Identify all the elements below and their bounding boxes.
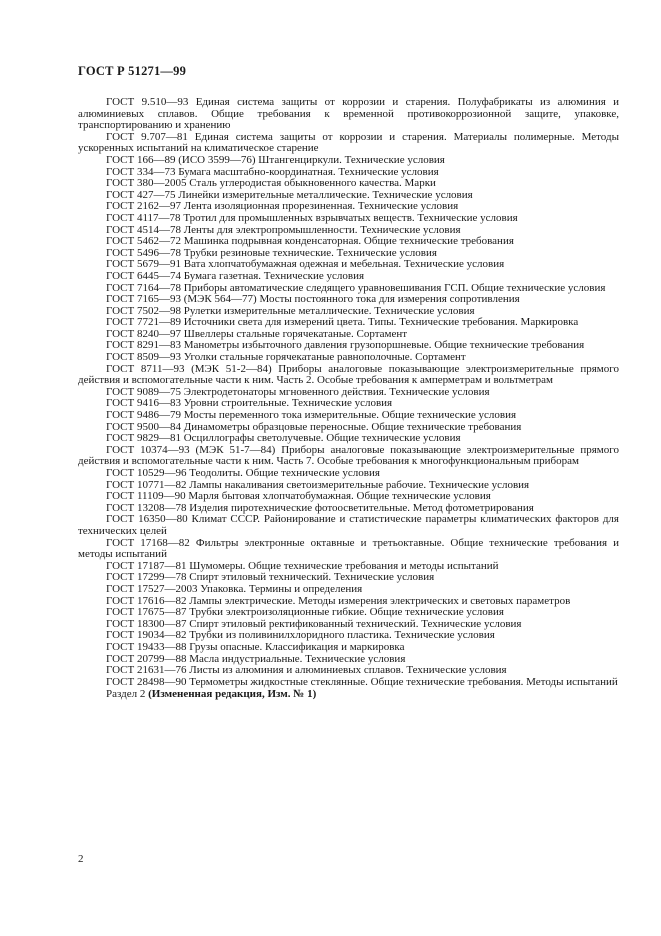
reference-title: Мосты переменного тока измерительные. Общие технические условия	[183, 409, 517, 422]
reference-code: ГОСТ 18300—87	[106, 617, 187, 630]
reference-title: Мосты постоянного тока для измерения сопротивления	[259, 293, 520, 306]
reference-code: ГОСТ 8509—93	[106, 351, 181, 364]
reference-title: Термометры жидкостные стеклянные. Общие технические требования. Методы испытаний	[189, 675, 618, 688]
reference-title: Бумага масштабно-координатная. Технические условия	[178, 165, 439, 178]
reference-code: ГОСТ 21631—76	[106, 664, 187, 677]
reference-title: Трубки из поливинилхлоридного пластика. Технические условия	[189, 629, 495, 642]
reference-title: Приборы аналоговые показывающие электроизмерительные прямого действия и вспомогательные части к ним. Часть 7. Особые требования к многофункциональным приборам	[78, 443, 620, 468]
reference-code: ГОСТ 9829—81	[106, 432, 181, 445]
amendment-note	[78, 689, 619, 701]
reference-title: Манометры избыточного давления грузопоршневые. Общие технические требования	[183, 339, 585, 352]
reference-item	[78, 538, 619, 561]
amendment-note-bold: (Измененная редакция, Изм. № 1)	[148, 688, 317, 701]
reference-title: Грузы опасные. Классификация и маркировка	[189, 640, 405, 653]
reference-code: ГОСТ 8240—97	[106, 327, 181, 340]
reference-code: ГОСТ 17675—87	[106, 606, 187, 619]
reference-title: Линейки измерительные металлические. Технические условия	[178, 188, 473, 201]
document-header: ГОСТ Р 51271—99	[78, 64, 187, 78]
reference-title: Приборы аналоговые показывающие электроизмерительные прямого действия и вспомогательные части к ним. Часть 2. Особые требования к амперметрам и вольтметрам	[78, 362, 620, 387]
reference-title: Марля бытовая хлопчатобумажная. Общие технические условия	[188, 490, 491, 503]
reference-code: ГОСТ 11109—90	[106, 490, 186, 503]
reference-title: Рулетки измерительные металлические. Технические условия	[183, 304, 475, 317]
reference-title: Осциллографы светолучевые. Общие технические условия	[183, 432, 461, 445]
reference-title: Теодолиты. Общие технические условия	[189, 467, 380, 479]
reference-code: ГОСТ 17187—81	[106, 559, 187, 572]
reference-title: Штангенциркули. Технические условия	[258, 153, 445, 166]
reference-code: ГОСТ 17527—2003	[106, 582, 198, 595]
reference-title: Электродетонаторы мгновенного действия. Технические условия	[183, 385, 490, 398]
reference-item	[78, 364, 619, 387]
reference-title: Единая система защиты от коррозии и старения. Материалы полимерные. Методы ускоренных испытаний на климатическое старение	[78, 130, 619, 155]
reference-code: ГОСТ 5496—78	[106, 246, 181, 259]
reference-title: Швеллеры стальные горячекатаные. Сортамент	[183, 327, 408, 340]
reference-title: Упаковка. Термины и определения	[200, 582, 363, 595]
reference-code: ГОСТ 17299—78	[106, 571, 187, 584]
reference-code: ГОСТ 16350—80	[106, 513, 188, 526]
reference-title: Изделия пиротехнические фотоосветительные. Метод фотометрирования	[189, 501, 534, 514]
reference-code: ГОСТ 19034—82	[106, 629, 187, 642]
reference-code: ГОСТ 13208—78	[106, 501, 187, 514]
reference-code: ГОСТ 8711—93 (МЭК 51-2—84)	[106, 362, 272, 375]
reference-code: ГОСТ 17168—82	[106, 536, 190, 549]
reference-item	[78, 132, 619, 155]
reference-title: Уголки стальные горячекатаные равнополочные. Сортамент	[183, 351, 466, 364]
reference-title: Сталь углеродистая обыкновенного качества. Марки	[189, 177, 436, 190]
reference-title: Приборы автоматические следящего уравновешивания ГСП. Общие технические условия	[183, 281, 606, 294]
reference-title: Лампы электрические. Методы измерения электрических и световых параметров	[189, 594, 571, 607]
references-list	[78, 97, 619, 701]
reference-title: Спирт этиловый ректификованный технический. Технические условия	[189, 617, 522, 630]
reference-code: ГОСТ 10374—93 (МЭК 51-7—84)	[106, 443, 276, 456]
reference-item	[78, 677, 619, 689]
amendment-note-prefix: Раздел 2	[106, 688, 146, 701]
reference-code: ГОСТ 9500—84	[106, 420, 181, 433]
reference-title: Вата хлопчатобумажная одежная и мебельная. Технические условия	[183, 258, 505, 271]
reference-code: ГОСТ 7721—89	[106, 316, 181, 329]
reference-title: Уровни строительные. Технические условия	[183, 397, 393, 410]
reference-item	[78, 445, 619, 468]
reference-code: ГОСТ 9.510—93	[106, 96, 189, 108]
page-number: 2	[78, 853, 84, 865]
reference-title: Лампы накаливания светоизмерительные рабочие. Технические условия	[189, 478, 530, 491]
reference-title: Динамометры образцовые переносные. Общие технические требования	[183, 420, 522, 433]
reference-title: Масла индустриальные. Технические условия	[189, 652, 406, 665]
reference-code: ГОСТ 427—75	[106, 188, 176, 201]
reference-title: Ленты для электропромышленности. Технические условия	[183, 223, 461, 236]
reference-title: Трубки электроизоляционные гибкие. Общие технические условия	[189, 606, 504, 619]
reference-title: Машинка подрывная конденсаторная. Общие технические требования	[183, 235, 514, 248]
reference-code: ГОСТ 19433—88	[106, 640, 187, 653]
reference-code: ГОСТ 2162—97	[106, 200, 181, 213]
reference-title: Бумага газетная. Технические условия	[183, 269, 365, 282]
reference-code: ГОСТ 6445—74	[106, 269, 181, 282]
reference-title: Спирт этиловый технический. Технические условия	[189, 571, 435, 584]
reference-code: ГОСТ 5679—91	[106, 258, 181, 271]
reference-title: Трубки резиновые технические. Технические условия	[183, 246, 437, 259]
reference-code: ГОСТ 20799—88	[106, 652, 187, 665]
reference-title: Фильтры электронные октавные и третьоктавные. Общие технические требования и методы испытаний	[78, 536, 620, 561]
reference-title: Лента изоляционная прорезиненная. Технические условия	[183, 200, 459, 213]
reference-code: ГОСТ 10771—82	[106, 478, 187, 491]
reference-code: ГОСТ 10529—96	[106, 467, 187, 479]
reference-title: Климат СССР. Районирование и статистические параметры климатических факторов для технических целей	[78, 513, 619, 537]
reference-code: ГОСТ 9416—83	[106, 397, 181, 410]
reference-title: Единая система защиты от коррозии и старения. Полуфабрикаты из алюминия и алюминиевых сплавов. Общие требования к временной противокоррозионной защите, упаковке, транспортированию и хранению	[78, 96, 620, 132]
reference-code: ГОСТ 17616—82	[106, 594, 187, 607]
reference-code: ГОСТ 9.707—81	[106, 130, 188, 143]
reference-title: Листы из алюминия и алюминиевых сплавов. Технические условия	[189, 664, 507, 677]
reference-code: ГОСТ 334—73	[106, 165, 176, 178]
reference-title: Шумомеры. Общие технические требования и методы испытаний	[189, 559, 499, 572]
reference-code: ГОСТ 380—2005	[106, 177, 187, 190]
reference-code: ГОСТ 4117—78	[106, 211, 181, 224]
reference-title: Тротил для промышленных взрывчатых веществ. Технические условия	[183, 211, 518, 224]
reference-code: ГОСТ 166—89 (ИСО 3599—76)	[106, 153, 256, 166]
reference-title: Источники света для измерений цвета. Типы. Технические требования. Маркировка	[183, 316, 579, 329]
reference-code: ГОСТ 7164—78	[106, 281, 181, 294]
reference-item	[78, 97, 619, 132]
reference-code: ГОСТ 7165—93 (МЭК 564—77)	[106, 293, 257, 306]
reference-code: ГОСТ 8291—83	[106, 339, 181, 352]
reference-code: ГОСТ 9486—79	[106, 409, 181, 422]
reference-code: ГОСТ 5462—72	[106, 235, 181, 248]
reference-code: ГОСТ 7502—98	[106, 304, 181, 317]
reference-code: ГОСТ 4514—78	[106, 223, 181, 236]
reference-item	[78, 514, 619, 537]
reference-code: ГОСТ 9089—75	[106, 385, 181, 398]
reference-code: ГОСТ 28498—90	[106, 675, 187, 688]
